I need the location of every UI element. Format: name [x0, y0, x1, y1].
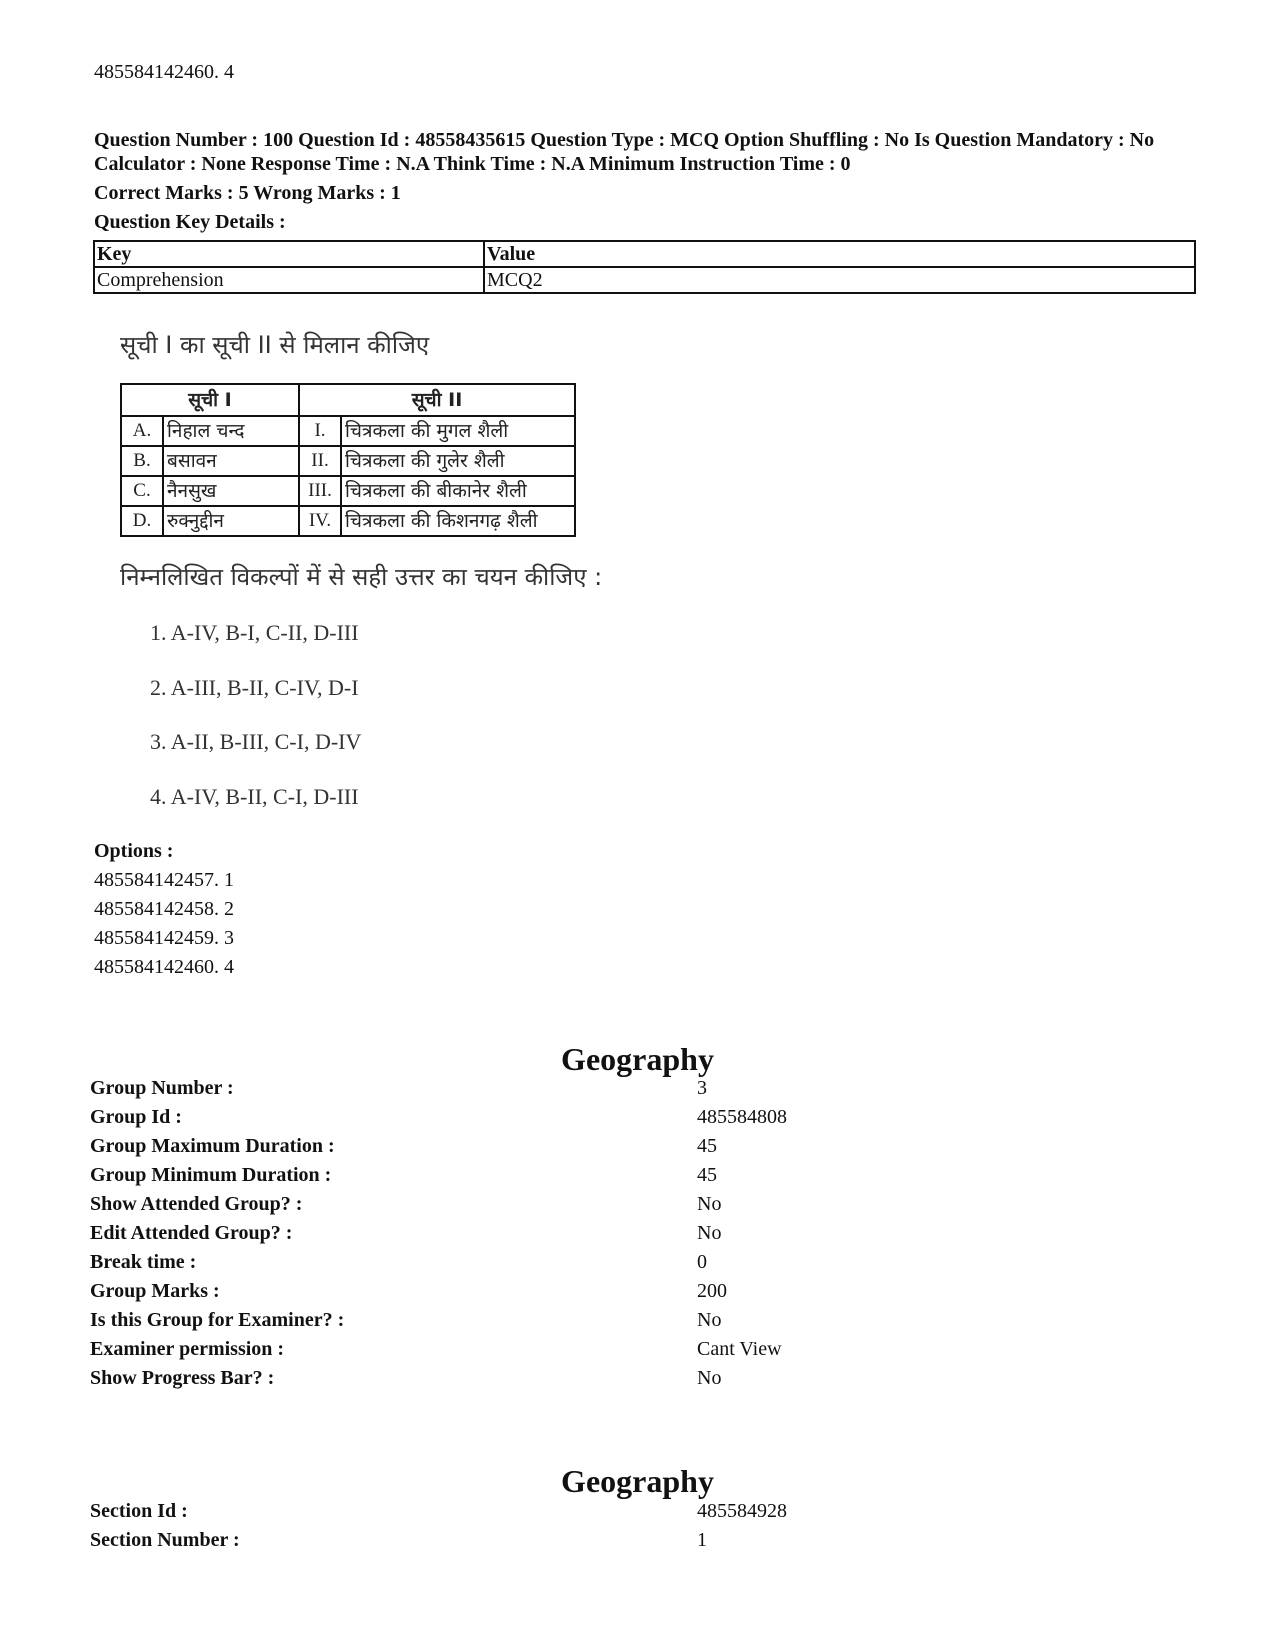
list-1-item: बसावन — [163, 446, 299, 476]
list-1-letter: B. — [121, 446, 163, 476]
list-2-numeral: III. — [299, 476, 341, 506]
table-row — [121, 506, 575, 536]
value-column-header: Value — [484, 241, 1195, 267]
group-field-label: Break time : — [90, 1251, 197, 1273]
question-marks: Correct Marks : 5 Wrong Marks : 1 — [94, 182, 401, 204]
group-field-label: Group Number : — [90, 1077, 234, 1099]
group-field-value: No — [697, 1222, 722, 1244]
question-meta: Question Number : 100 Question Id : 48558435615 Question Type : MCQ Option Shuffling : No Is Question Mandatory : No Calculator : None Response Time : N.A Think Time : N.A Minimum Instruction Time : 0 — [94, 129, 1155, 175]
answer-choice: 4. A-IV, B-II, C-I, D-III — [150, 784, 359, 809]
table-row — [121, 446, 575, 476]
group-field-label: Show Attended Group? : — [90, 1193, 303, 1215]
section-heading: Geography — [561, 1463, 714, 1499]
question-instruction: सूची I का सूची II से मिलान कीजिए — [120, 331, 430, 359]
option-id-line: 485584142460. 4 — [94, 956, 234, 978]
group-field-label: Edit Attended Group? : — [90, 1222, 293, 1244]
group-field-value: No — [697, 1367, 722, 1389]
list-2-item: चित्रकला की गुलेर शैली — [341, 446, 575, 476]
group-field-value: 45 — [697, 1164, 717, 1186]
previous-answer-line: 485584142460. 4 — [94, 61, 234, 83]
section-field-label: Section Id : — [90, 1500, 188, 1522]
options-title: Options : — [94, 840, 174, 862]
option-id-line: 485584142457. 1 — [94, 869, 234, 891]
list-1-item: निहाल चन्द — [163, 416, 299, 446]
match-table-header-row — [121, 384, 575, 416]
group-field-label: Group Id : — [90, 1106, 182, 1128]
answer-choice: 2. A-III, B-II, C-IV, D-I — [150, 675, 359, 700]
group-field-label: Examiner permission : — [90, 1338, 285, 1360]
option-id-line: 485584142459. 3 — [94, 927, 234, 949]
match-list-table — [120, 383, 576, 537]
group-field-label: Group Minimum Duration : — [90, 1164, 332, 1186]
list-1-letter: A. — [121, 416, 163, 446]
section-field-label: Section Number : — [90, 1529, 240, 1551]
list-1-item: रुक्नुद्दीन — [163, 506, 299, 536]
group-field-value: No — [697, 1309, 722, 1331]
table-row — [121, 416, 575, 446]
value-cell: MCQ2 — [484, 267, 1195, 293]
list-2-numeral: IV. — [299, 506, 341, 536]
table-row — [121, 476, 575, 506]
group-field-value: 0 — [697, 1251, 707, 1273]
list-1-header: सूची I — [121, 384, 299, 416]
list-1-letter: D. — [121, 506, 163, 536]
question-choose-text: निम्नलिखित विकल्पों में से सही उत्तर का चयन कीजिए : — [120, 563, 603, 591]
option-id-line: 485584142458. 2 — [94, 898, 234, 920]
group-field-label: Group Marks : — [90, 1280, 220, 1302]
group-heading: Geography — [561, 1041, 714, 1077]
key-table-header-row — [94, 241, 1195, 267]
key-details-table — [93, 240, 1196, 294]
section-field-value: 485584928 — [697, 1500, 787, 1522]
group-field-value: 200 — [697, 1280, 727, 1302]
group-field-value: 45 — [697, 1135, 717, 1157]
list-2-header: सूची II — [299, 384, 575, 416]
list-2-numeral: II. — [299, 446, 341, 476]
list-2-item: चित्रकला की बीकानेर शैली — [341, 476, 575, 506]
group-field-value: 485584808 — [697, 1106, 787, 1128]
list-1-letter: C. — [121, 476, 163, 506]
group-field-value: Cant View — [697, 1338, 782, 1360]
list-2-item: चित्रकला की किशनगढ़ शैली — [341, 506, 575, 536]
table-row — [94, 267, 1195, 293]
group-field-value: No — [697, 1193, 722, 1215]
group-field-value: 3 — [697, 1077, 707, 1099]
answer-choice: 1. A-IV, B-I, C-II, D-III — [150, 620, 359, 645]
list-2-item: चित्रकला की मुगल शैली — [341, 416, 575, 446]
group-field-label: Group Maximum Duration : — [90, 1135, 335, 1157]
group-field-label: Is this Group for Examiner? : — [90, 1309, 345, 1331]
answer-choice: 3. A-II, B-III, C-I, D-IV — [150, 729, 362, 754]
key-cell: Comprehension — [94, 267, 484, 293]
key-column-header: Key — [94, 241, 484, 267]
question-key-details-title: Question Key Details : — [94, 211, 286, 233]
group-field-label: Show Progress Bar? : — [90, 1367, 275, 1389]
section-field-value: 1 — [697, 1529, 707, 1551]
list-2-numeral: I. — [299, 416, 341, 446]
list-1-item: नैनसुख — [163, 476, 299, 506]
